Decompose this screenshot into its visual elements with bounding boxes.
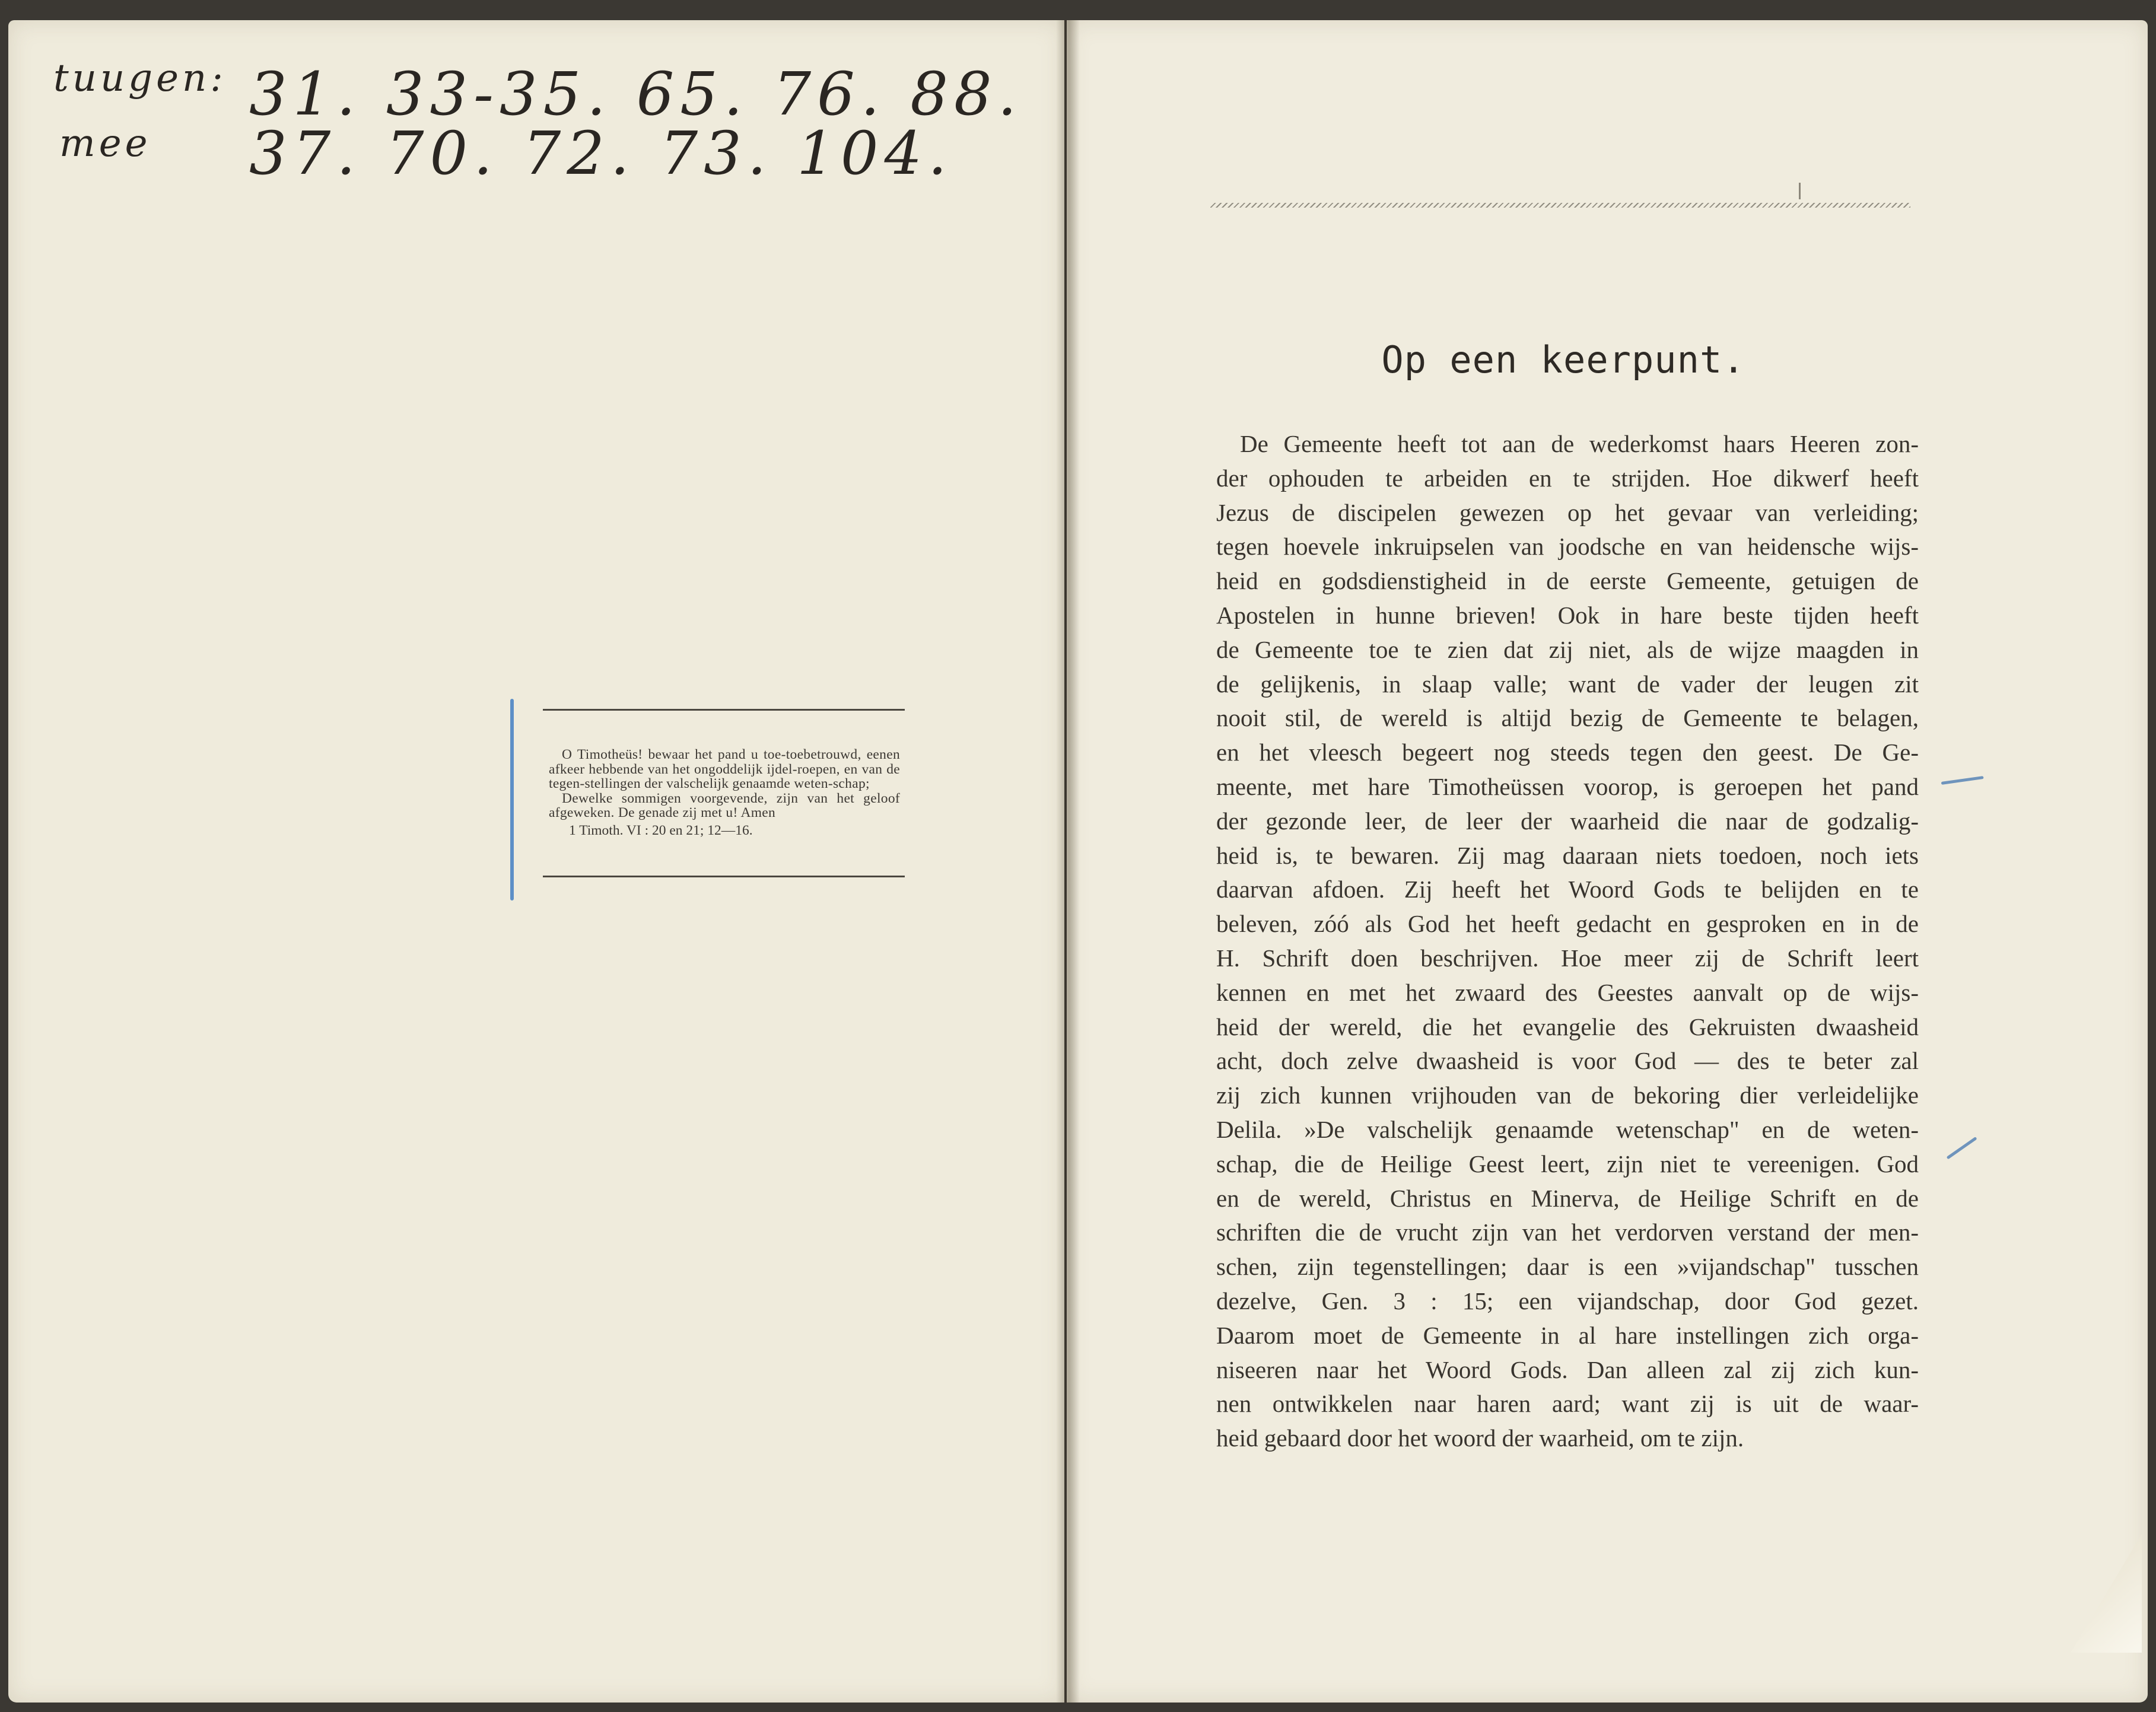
body-line: De Gemeente heeft tot aan de wederkomst haars Heeren zon- [1240,430,1919,457]
body-line: nen ontwikkelen naar haren aard; want zij is uit de waar- [1216,1390,1919,1418]
epigraph-top-rule [543,709,905,711]
body-line: de gelijkenis, in slaap valle; want de vader der leugen zit [1216,670,1919,698]
body-line: Daarom moet de Gemeente in al hare instellingen zich orga- [1216,1321,1919,1349]
body-line: meente, met hare Timotheüssen voorop, is geroepen het pand [1216,772,1919,800]
body-line: heid en godsdienstigheid in de eerste Gemeente, getuigen de [1216,567,1919,595]
epigraph-reference: 1 Timoth. VI : 20 en 21; 12—16. [569,822,753,838]
handwritten-label-2: mee [59,122,151,166]
body-line: nooit stil, de wereld is altijd bezig de Gemeente te belagen, [1216,704,1919,732]
handwritten-numbers-1: 31. 33-35. 65. 76. 88. [249,59,1023,129]
body-line: der gezonde leer, de leer der waarheid die naar de godzalig- [1216,807,1919,835]
body-line: Delila. »De valschelijk genaamde wetenschap" en de weten- [1216,1115,1919,1143]
decorative-wavy-rule [1210,203,1910,208]
pencil-tick [1799,183,1801,199]
body-line: der ophouden te arbeiden en te strijden. Hoe dikwerf heeft [1216,464,1919,492]
body-line: en de wereld, Christus en Minerva, de Heilige Schrift en de [1216,1184,1919,1212]
body-line: heid gebaard door het woord der waarheid, om te zijn. [1216,1424,1744,1452]
body-line: en het vleesch begeert nog steeds tegen den geest. De Ge- [1216,739,1919,766]
chapter-body [1216,427,1919,1456]
left-page [8,20,1064,1703]
body-line: kennen en met het zwaard des Geestes aanvalt op de wijs- [1216,978,1919,1006]
body-line: heid is, te bewaren. Zij mag daaraan niets toedoen, noch iets [1216,841,1919,869]
handwritten-label-1: tuugen: [53,56,227,100]
handwritten-numbers-2: 37. 70. 72. 73. 104. [249,119,953,188]
body-line: schriften die de vrucht zijn van het verdorven verstand der men- [1216,1218,1919,1246]
chapter-title: Op een keerpunt. [1381,338,1745,381]
body-line: schen, zijn tegenstellingen; daar is een »vijandschap" tusschen [1216,1253,1919,1281]
epigraph [543,709,905,877]
epigraph-paragraph-2: Dewelke sommigen voorgevende, zijn van het geloof afgeweken. De genade zij met u! Amen [549,790,900,821]
body-line: heid der wereld, die het evangelie des Gekruisten dwaasheid [1216,1013,1919,1040]
body-line: de Gemeente toe te zien dat zij niet, als de wijze maagden in [1216,635,1919,663]
body-line: niseeren naar het Woord Gods. Dan alleen zal zij zich kun- [1216,1355,1919,1383]
book-gutter [1056,20,1080,1703]
body-line: H. Schrift doen beschrijven. Hoe meer zij de Schrift leert [1216,944,1919,972]
body-line: daarvan afdoen. Zij heeft het Woord Gods te belijden en te [1216,876,1919,903]
blue-pencil-margin-line [510,699,514,900]
body-line: schap, die de Heilige Geest leert, zijn niet te vereenigen. God [1216,1150,1919,1178]
epigraph-text [549,747,900,820]
body-line: beleven, zóó als God het heeft gedacht en gesproken en in de [1216,910,1919,938]
body-line: Apostelen in hunne brieven! Ook in hare beste tijden heeft [1216,601,1919,629]
body-line: dezelve, Gen. 3 : 15; een vijandschap, door God gezet. [1216,1287,1919,1315]
body-line: acht, doch zelve dwaasheid is voor God — des te beter zal [1216,1047,1919,1075]
epigraph-bottom-rule [543,876,905,877]
body-line: zij zich kunnen vrijhouden van de bekoring dier verleidelijke [1216,1081,1919,1109]
body-line: Jezus de discipelen gewezen op het gevaar van verleiding; [1216,498,1919,526]
epigraph-paragraph-1: O Timotheüs! bewaar het pand u toe-toebetrouwd, eenen afkeer hebbende van het ongoddelijk ijdel-roepen, en van de tegen-stellingen der valschelijk genaamde weten-schap; [549,747,900,792]
body-line: tegen hoevele inkruipselen van joodsche en van heidensche wijs- [1216,533,1919,561]
